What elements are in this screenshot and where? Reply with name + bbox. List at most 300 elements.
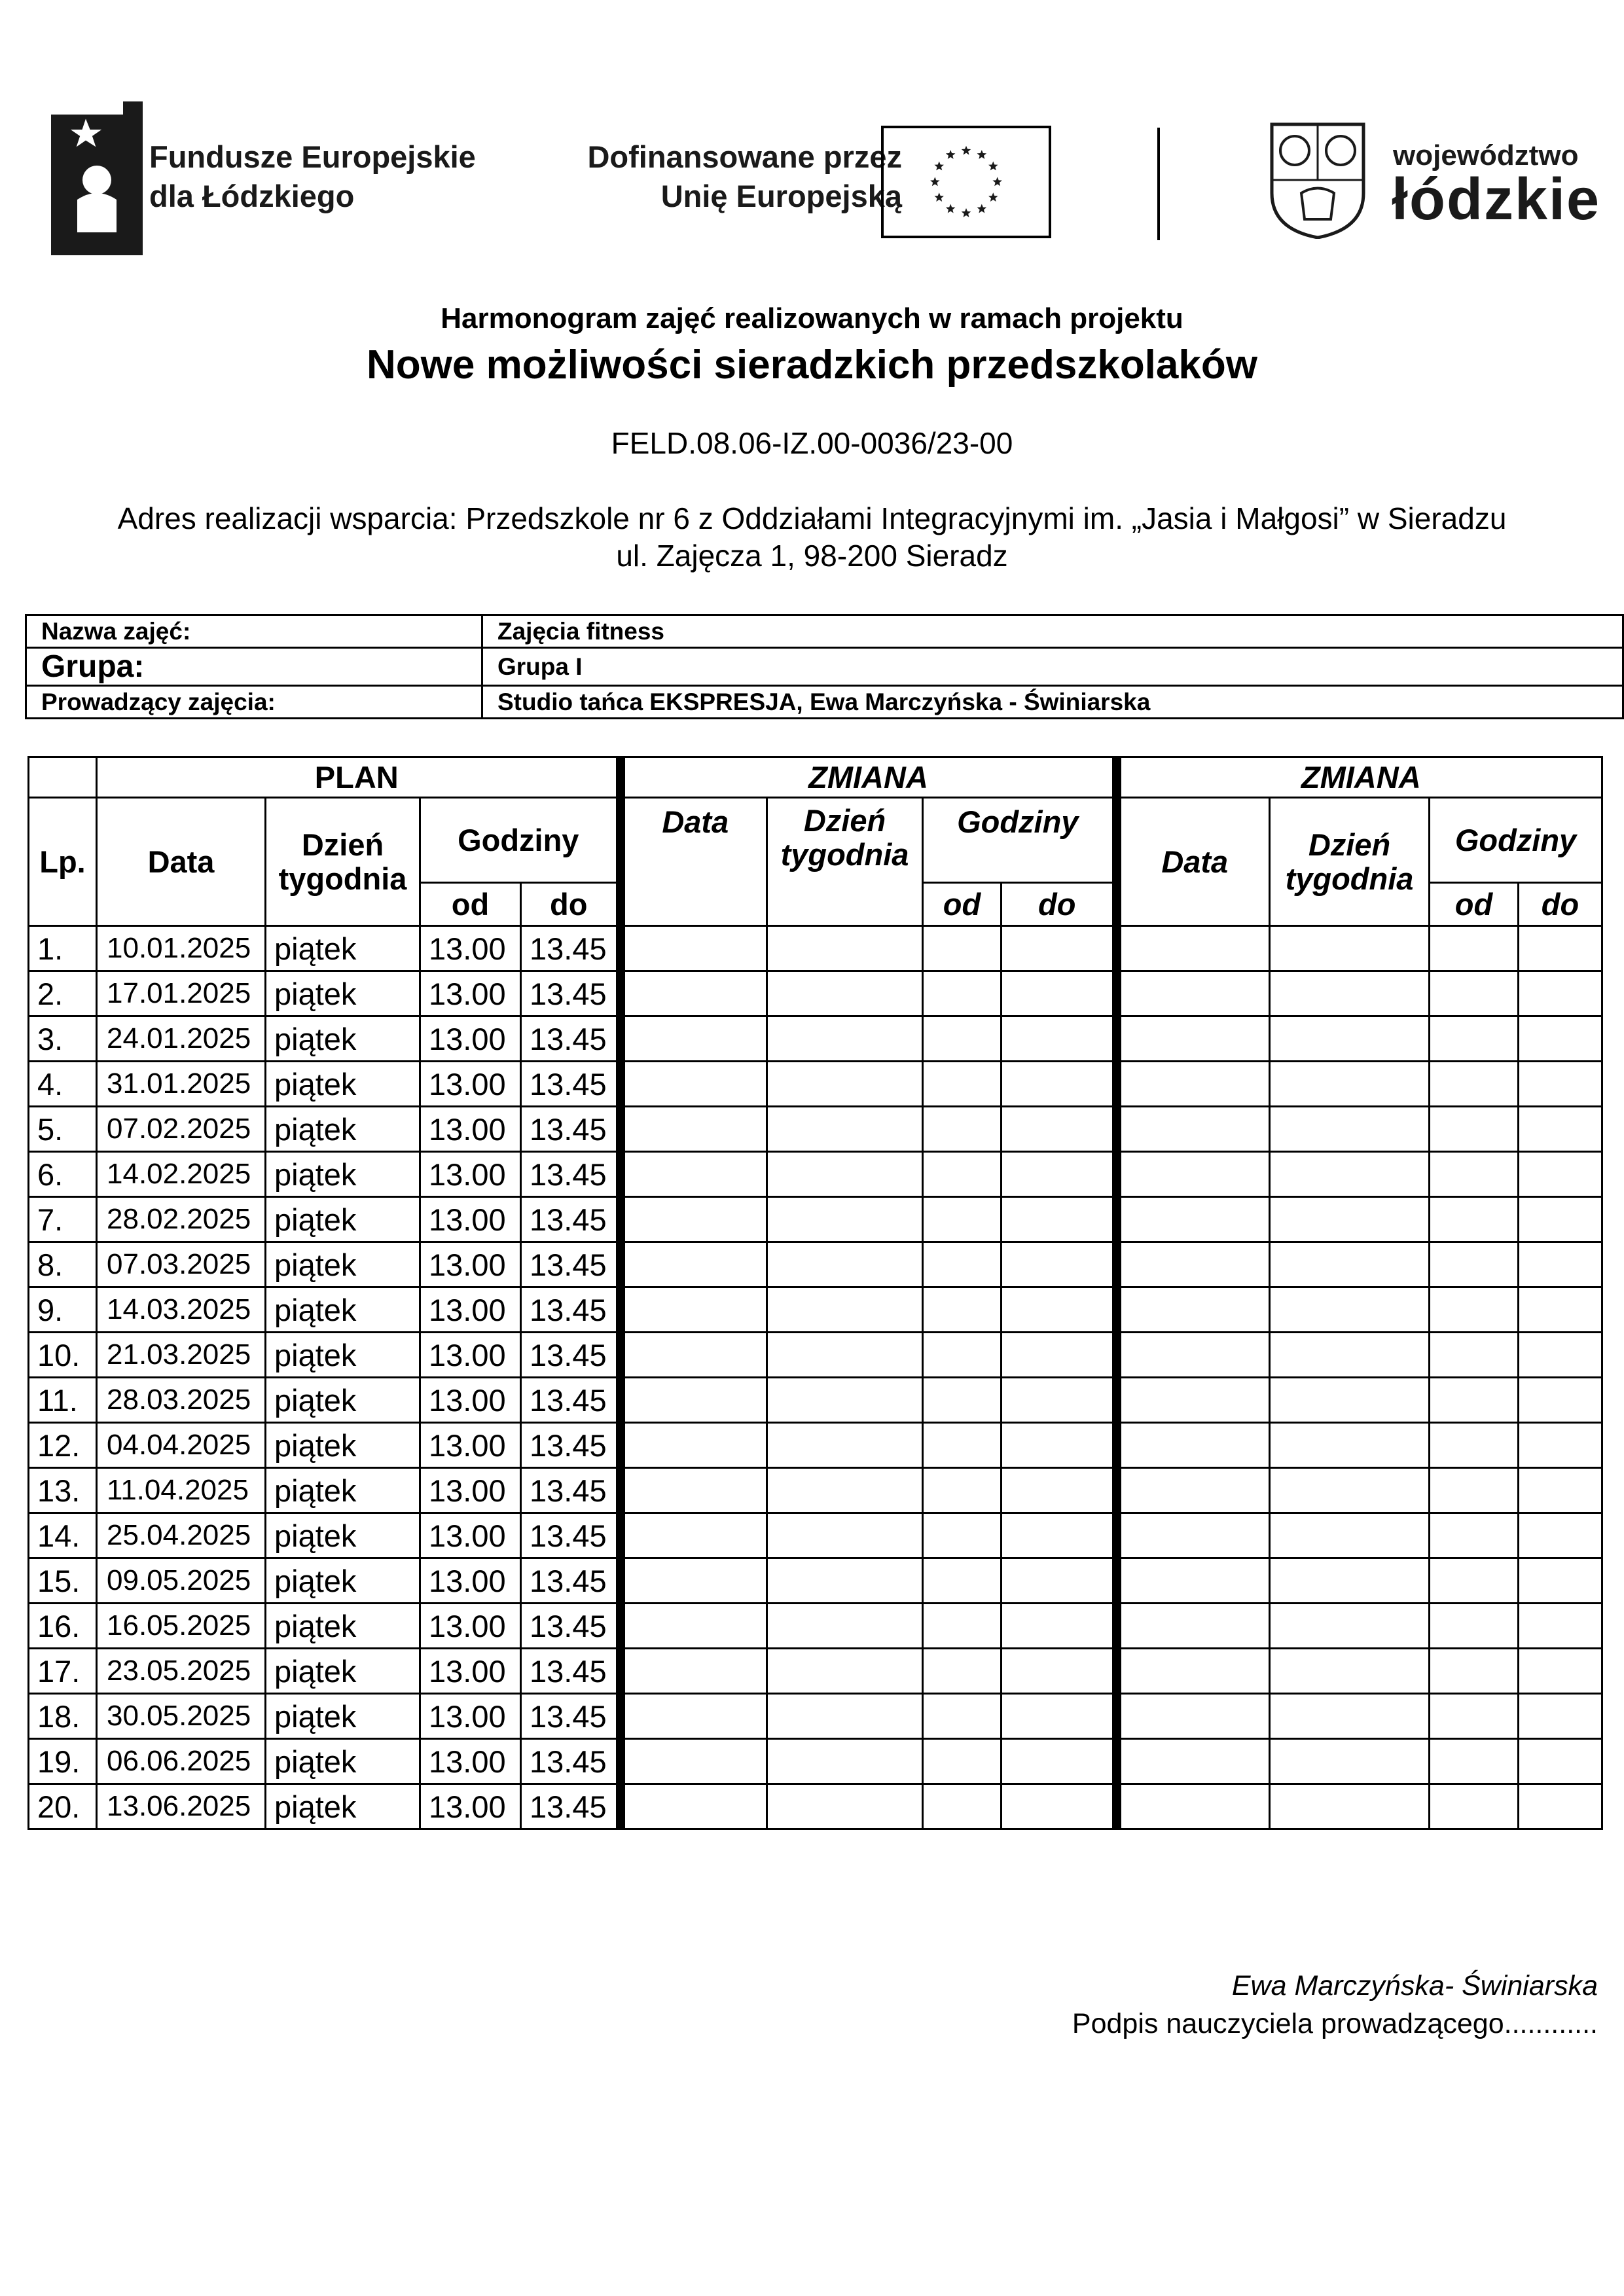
table-row [29, 1423, 1602, 1468]
table-row [29, 1784, 1602, 1829]
zmiana1-from-header: od [923, 883, 1001, 926]
row-number: 2. [29, 971, 97, 1016]
zmiana1-hours-header: Godziny [923, 798, 1117, 883]
table-row [29, 1649, 1602, 1694]
row-date: 23.05.2025 [97, 1649, 266, 1694]
info-row-group [26, 648, 1623, 686]
row-to: 13.45 [521, 1152, 621, 1197]
empty-change-cell [621, 971, 767, 1016]
row-number: 4. [29, 1062, 97, 1107]
wojewodztwo-text: województwo [1393, 139, 1579, 171]
empty-change-cell [621, 1333, 767, 1378]
logo-divider [1157, 128, 1160, 240]
zmiana2-hours-header: Godziny [1430, 798, 1602, 883]
row-day: piątek [266, 1558, 420, 1604]
empty-change-cell [621, 1468, 767, 1513]
empty-change-cell [1519, 1604, 1602, 1649]
empty-change-cell [1117, 1784, 1270, 1829]
row-to: 13.45 [521, 1513, 621, 1558]
empty-change-cell [1270, 1378, 1430, 1423]
row-from: 13.00 [420, 1107, 521, 1152]
row-to: 13.45 [521, 926, 621, 971]
empty-change-cell [923, 1468, 1001, 1513]
eu-star-icon [934, 192, 943, 202]
zmiana1-date-header: Data [621, 798, 767, 926]
row-from: 13.00 [420, 1242, 521, 1287]
table-row [29, 1468, 1602, 1513]
row-number: 20. [29, 1784, 97, 1829]
empty-change-cell [1519, 1197, 1602, 1242]
row-to: 13.45 [521, 1649, 621, 1694]
eu-logo-text [535, 137, 902, 216]
empty-change-cell [923, 1107, 1001, 1152]
empty-change-cell [621, 1604, 767, 1649]
row-day: piątek [266, 1152, 420, 1197]
empty-change-cell [1117, 1423, 1270, 1468]
row-day: piątek [266, 1694, 420, 1739]
schedule-table [27, 756, 1603, 1830]
row-day: piątek [266, 1513, 420, 1558]
eu-star-icon [988, 162, 998, 171]
empty-change-cell [767, 1062, 923, 1107]
row-number: 9. [29, 1287, 97, 1333]
empty-change-cell [621, 1378, 767, 1423]
empty-change-cell [1430, 1649, 1519, 1694]
empty-change-cell [1270, 1694, 1430, 1739]
empty-change-cell [923, 1694, 1001, 1739]
empty-change-cell [923, 1784, 1001, 1829]
row-number: 1. [29, 926, 97, 971]
row-from: 13.00 [420, 1152, 521, 1197]
empty-change-cell [1270, 971, 1430, 1016]
row-day: piątek [266, 1062, 420, 1107]
empty-change-cell [767, 1287, 923, 1333]
row-from: 13.00 [420, 1604, 521, 1649]
signature-name: Ewa Marczyńska- Świniarska [1231, 1970, 1598, 2001]
row-number: 6. [29, 1152, 97, 1197]
empty-change-cell [1270, 1152, 1430, 1197]
empty-change-cell [1270, 1242, 1430, 1287]
row-number: 7. [29, 1197, 97, 1242]
row-from: 13.00 [420, 1378, 521, 1423]
row-to: 13.45 [521, 1558, 621, 1604]
zmiana2-date-header: Data [1117, 798, 1270, 926]
empty-change-cell [1117, 1378, 1270, 1423]
empty-change-cell [767, 1197, 923, 1242]
row-date: 17.01.2025 [97, 971, 266, 1016]
row-to: 13.45 [521, 1197, 621, 1242]
empty-change-cell [1117, 1513, 1270, 1558]
empty-change-cell [1001, 1513, 1117, 1558]
empty-change-cell [1519, 1107, 1602, 1152]
row-to: 13.45 [521, 1739, 621, 1784]
empty-change-cell [1430, 1197, 1519, 1242]
row-from: 13.00 [420, 926, 521, 971]
empty-change-cell [767, 1784, 923, 1829]
row-day: piątek [266, 1649, 420, 1694]
row-date: 06.06.2025 [97, 1739, 266, 1784]
zmiana1-day-header: Dzień tygodnia [767, 798, 923, 926]
empty-change-cell [923, 926, 1001, 971]
row-date: 11.04.2025 [97, 1468, 266, 1513]
empty-change-cell [1117, 926, 1270, 971]
empty-change-cell [1430, 1016, 1519, 1062]
row-from: 13.00 [420, 1513, 521, 1558]
empty-change-cell [1001, 1242, 1117, 1287]
row-from: 13.00 [420, 1197, 521, 1242]
empty-change-cell [1519, 1016, 1602, 1062]
empty-change-cell [1519, 1378, 1602, 1423]
empty-change-cell [621, 1423, 767, 1468]
row-date: 04.04.2025 [97, 1423, 266, 1468]
empty-change-cell [1270, 1287, 1430, 1333]
row-to: 13.45 [521, 1333, 621, 1378]
empty-change-cell [1519, 1739, 1602, 1784]
empty-change-cell [621, 1649, 767, 1694]
row-from: 13.00 [420, 1558, 521, 1604]
row-day: piątek [266, 1739, 420, 1784]
empty-change-cell [1270, 1333, 1430, 1378]
row-day: piątek [266, 1423, 420, 1468]
table-row [29, 971, 1602, 1016]
empty-change-cell [767, 1242, 923, 1287]
eu-star-icon [977, 150, 986, 159]
empty-change-cell [1430, 971, 1519, 1016]
table-row [29, 1287, 1602, 1333]
empty-change-cell [621, 1107, 767, 1152]
empty-change-cell [1519, 1287, 1602, 1333]
zmiana2-to-header: do [1519, 883, 1602, 926]
row-number: 12. [29, 1423, 97, 1468]
row-date: 09.05.2025 [97, 1558, 266, 1604]
row-number: 8. [29, 1242, 97, 1287]
table-row [29, 1242, 1602, 1287]
empty-change-cell [923, 1152, 1001, 1197]
empty-change-cell [1001, 971, 1117, 1016]
row-from: 13.00 [420, 1333, 521, 1378]
empty-change-cell [767, 1423, 923, 1468]
empty-change-cell [923, 1604, 1001, 1649]
eu-star-icon [946, 150, 955, 159]
empty-change-cell [1519, 1062, 1602, 1107]
empty-change-cell [1117, 1468, 1270, 1513]
empty-change-cell [1001, 1333, 1117, 1378]
empty-change-cell [1270, 1197, 1430, 1242]
empty-change-cell [1001, 1197, 1117, 1242]
row-to: 13.45 [521, 1062, 621, 1107]
lodzkie-text: łódzkie [1392, 167, 1601, 232]
empty-change-cell [923, 1242, 1001, 1287]
empty-change-cell [1270, 1062, 1430, 1107]
empty-change-cell [621, 1513, 767, 1558]
empty-change-cell [1001, 926, 1117, 971]
logo-bar [51, 101, 1601, 259]
row-number: 19. [29, 1739, 97, 1784]
empty-change-cell [767, 1694, 923, 1739]
empty-change-cell [1270, 1739, 1430, 1784]
group-value: Grupa I [482, 648, 1623, 686]
empty-change-cell [1001, 1468, 1117, 1513]
empty-change-cell [1001, 1649, 1117, 1694]
empty-change-cell [923, 1423, 1001, 1468]
empty-change-cell [1430, 1784, 1519, 1829]
empty-change-cell [923, 1513, 1001, 1558]
empty-change-cell [1117, 1107, 1270, 1152]
empty-change-cell [1430, 1107, 1519, 1152]
empty-change-cell [621, 1016, 767, 1062]
empty-change-cell [1519, 1558, 1602, 1604]
empty-change-cell [1430, 1513, 1519, 1558]
empty-change-cell [1430, 1287, 1519, 1333]
row-number: 16. [29, 1604, 97, 1649]
row-date: 10.01.2025 [97, 926, 266, 971]
empty-change-cell [923, 1287, 1001, 1333]
empty-change-cell [1001, 1287, 1117, 1333]
empty-change-cell [1430, 1694, 1519, 1739]
plan-to-header: do [521, 883, 621, 926]
row-date: 13.06.2025 [97, 1784, 266, 1829]
plan-day-header: Dzień tygodnia [266, 798, 420, 926]
empty-change-cell [767, 1333, 923, 1378]
empty-change-cell [1430, 1152, 1519, 1197]
row-day: piątek [266, 1378, 420, 1423]
empty-change-cell [1270, 1513, 1430, 1558]
row-to: 13.45 [521, 1016, 621, 1062]
empty-change-cell [767, 926, 923, 971]
empty-change-cell [923, 1558, 1001, 1604]
empty-change-cell [767, 1107, 923, 1152]
row-date: 16.05.2025 [97, 1604, 266, 1649]
empty-change-cell [1001, 1558, 1117, 1604]
plan-from-header: od [420, 883, 521, 926]
empty-change-cell [621, 1739, 767, 1784]
empty-change-cell [1270, 1558, 1430, 1604]
empty-change-cell [1117, 971, 1270, 1016]
empty-change-cell [1270, 1468, 1430, 1513]
table-row [29, 1016, 1602, 1062]
empty-change-cell [923, 1197, 1001, 1242]
row-from: 13.00 [420, 1062, 521, 1107]
address-line2: ul. Zajęcza 1, 98-200 Sieradz [616, 539, 1008, 573]
row-from: 13.00 [420, 1016, 521, 1062]
empty-change-cell [1117, 1558, 1270, 1604]
empty-change-cell [1270, 1423, 1430, 1468]
row-number: 14. [29, 1513, 97, 1558]
signature-label: Podpis nauczyciela prowadzącego............ [1072, 2008, 1598, 2039]
table-row [29, 1558, 1602, 1604]
empty-change-cell [1430, 1423, 1519, 1468]
row-from: 13.00 [420, 1694, 521, 1739]
eu-logo-line2: Unię Europejską [660, 179, 902, 213]
empty-change-cell [767, 1739, 923, 1784]
empty-change-cell [1117, 1242, 1270, 1287]
empty-change-cell [923, 1378, 1001, 1423]
empty-change-cell [1430, 1468, 1519, 1513]
row-to: 13.45 [521, 1287, 621, 1333]
empty-change-cell [1519, 1423, 1602, 1468]
project-code: FELD.08.06-IZ.00-0036/23-00 [611, 426, 1013, 460]
table-row [29, 1378, 1602, 1423]
eu-star-icon [977, 204, 986, 213]
row-to: 13.45 [521, 1107, 621, 1152]
eu-star-icon [962, 146, 971, 155]
empty-change-cell [1270, 926, 1430, 971]
row-from: 13.00 [420, 1423, 521, 1468]
row-day: piątek [266, 926, 420, 971]
info-row-leader [26, 686, 1623, 719]
info-table [25, 614, 1624, 719]
empty-change-cell [767, 1513, 923, 1558]
empty-change-cell [1430, 1242, 1519, 1287]
address-line1: Adres realizacji wsparcia: Przedszkole nr 6 z Oddziałami Integracyjnymi im. „Jasia i Małgosi” w Sieradzu [117, 501, 1507, 535]
empty-change-cell [1117, 1739, 1270, 1784]
row-day: piątek [266, 971, 420, 1016]
table-row [29, 1694, 1602, 1739]
eu-star-icon [992, 177, 1001, 186]
empty-change-cell [1117, 1333, 1270, 1378]
empty-change-cell [1001, 1784, 1117, 1829]
fundusze-europejskie-logo-icon [51, 101, 143, 255]
column-header-row [29, 798, 1602, 883]
row-date: 21.03.2025 [97, 1333, 266, 1378]
row-day: piątek [266, 1468, 420, 1513]
zmiana2-day-header: Dzień tygodnia [1270, 798, 1430, 926]
empty-change-cell [1519, 971, 1602, 1016]
row-from: 13.00 [420, 1287, 521, 1333]
empty-change-cell [621, 1694, 767, 1739]
empty-change-cell [1117, 1694, 1270, 1739]
table-row [29, 1333, 1602, 1378]
row-number: 10. [29, 1333, 97, 1378]
fe-logo-line1: Fundusze Europejskie [149, 139, 476, 174]
empty-change-cell [767, 1604, 923, 1649]
table-row [29, 1739, 1602, 1784]
row-to: 13.45 [521, 1242, 621, 1287]
empty-change-cell [1270, 1649, 1430, 1694]
row-to: 13.45 [521, 1694, 621, 1739]
row-date: 28.02.2025 [97, 1197, 266, 1242]
name-value: Zajęcia fitness [482, 615, 1623, 648]
empty-change-cell [923, 1062, 1001, 1107]
empty-change-cell [1519, 1242, 1602, 1287]
plan-hours-header: Godziny [420, 798, 621, 883]
empty-change-cell [621, 926, 767, 971]
row-number: 3. [29, 1016, 97, 1062]
empty-change-cell [1001, 1378, 1117, 1423]
empty-change-cell [767, 1016, 923, 1062]
empty-change-cell [923, 1333, 1001, 1378]
row-date: 28.03.2025 [97, 1378, 266, 1423]
row-to: 13.45 [521, 1378, 621, 1423]
empty-change-cell [1430, 1062, 1519, 1107]
row-date: 25.04.2025 [97, 1513, 266, 1558]
row-date: 14.02.2025 [97, 1152, 266, 1197]
row-day: piątek [266, 1197, 420, 1242]
empty-change-cell [1270, 1107, 1430, 1152]
empty-change-cell [1270, 1784, 1430, 1829]
row-to: 13.45 [521, 1604, 621, 1649]
empty-change-cell [1117, 1152, 1270, 1197]
row-from: 13.00 [420, 1784, 521, 1829]
eu-star-icon [934, 162, 943, 171]
leader-value: Studio tańca EKSPRESJA, Ewa Marczyńska - Świniarska [482, 686, 1623, 719]
row-day: piątek [266, 1604, 420, 1649]
row-date: 24.01.2025 [97, 1016, 266, 1062]
empty-change-cell [621, 1152, 767, 1197]
empty-change-cell [1001, 1694, 1117, 1739]
table-row [29, 1197, 1602, 1242]
empty-change-cell [1001, 1423, 1117, 1468]
eu-star-icon [962, 208, 971, 217]
row-day: piątek [266, 1242, 420, 1287]
row-number: 11. [29, 1378, 97, 1423]
lodzkie-crest-icon [1269, 121, 1367, 239]
row-number: 15. [29, 1558, 97, 1604]
empty-change-cell [1519, 1649, 1602, 1694]
document-title: Nowe możliwości sieradzkich przedszkolaków [367, 342, 1257, 387]
info-row-name [26, 615, 1623, 648]
zmiana1-to-header: do [1001, 883, 1117, 926]
row-date: 31.01.2025 [97, 1062, 266, 1107]
group-label: Grupa: [26, 648, 482, 686]
empty-change-cell [1519, 1468, 1602, 1513]
empty-change-cell [1430, 1378, 1519, 1423]
table-row [29, 926, 1602, 971]
row-date: 14.03.2025 [97, 1287, 266, 1333]
row-to: 13.45 [521, 1468, 621, 1513]
row-from: 13.00 [420, 1468, 521, 1513]
row-date: 07.02.2025 [97, 1107, 266, 1152]
table-row [29, 1604, 1602, 1649]
empty-change-cell [1519, 1694, 1602, 1739]
empty-change-cell [1519, 1333, 1602, 1378]
empty-change-cell [1519, 1152, 1602, 1197]
empty-corner [29, 757, 97, 798]
empty-change-cell [923, 971, 1001, 1016]
empty-change-cell [767, 1378, 923, 1423]
row-date: 07.03.2025 [97, 1242, 266, 1287]
table-row [29, 1152, 1602, 1197]
row-day: piątek [266, 1016, 420, 1062]
empty-change-cell [1117, 1604, 1270, 1649]
fe-logo-text [149, 137, 476, 216]
empty-change-cell [1117, 1197, 1270, 1242]
table-row [29, 1062, 1602, 1107]
row-day: piątek [266, 1107, 420, 1152]
row-day: piątek [266, 1784, 420, 1829]
row-date: 30.05.2025 [97, 1694, 266, 1739]
empty-change-cell [1001, 1062, 1117, 1107]
row-number: 18. [29, 1694, 97, 1739]
row-day: piątek [266, 1287, 420, 1333]
empty-change-cell [1270, 1016, 1430, 1062]
empty-change-cell [1001, 1604, 1117, 1649]
empty-change-cell [1001, 1152, 1117, 1197]
empty-change-cell [923, 1649, 1001, 1694]
row-to: 13.45 [521, 1423, 621, 1468]
empty-change-cell [1001, 1016, 1117, 1062]
table-row [29, 1513, 1602, 1558]
document-subtitle: Harmonogram zajęć realizowanych w ramach projektu [441, 302, 1183, 334]
zmiana-header-1: ZMIANA [621, 757, 1117, 798]
empty-change-cell [621, 1197, 767, 1242]
lp-header: Lp. [29, 798, 97, 926]
empty-change-cell [1430, 1558, 1519, 1604]
empty-change-cell [767, 971, 923, 1016]
empty-change-cell [767, 1649, 923, 1694]
row-number: 17. [29, 1649, 97, 1694]
empty-change-cell [1430, 1333, 1519, 1378]
